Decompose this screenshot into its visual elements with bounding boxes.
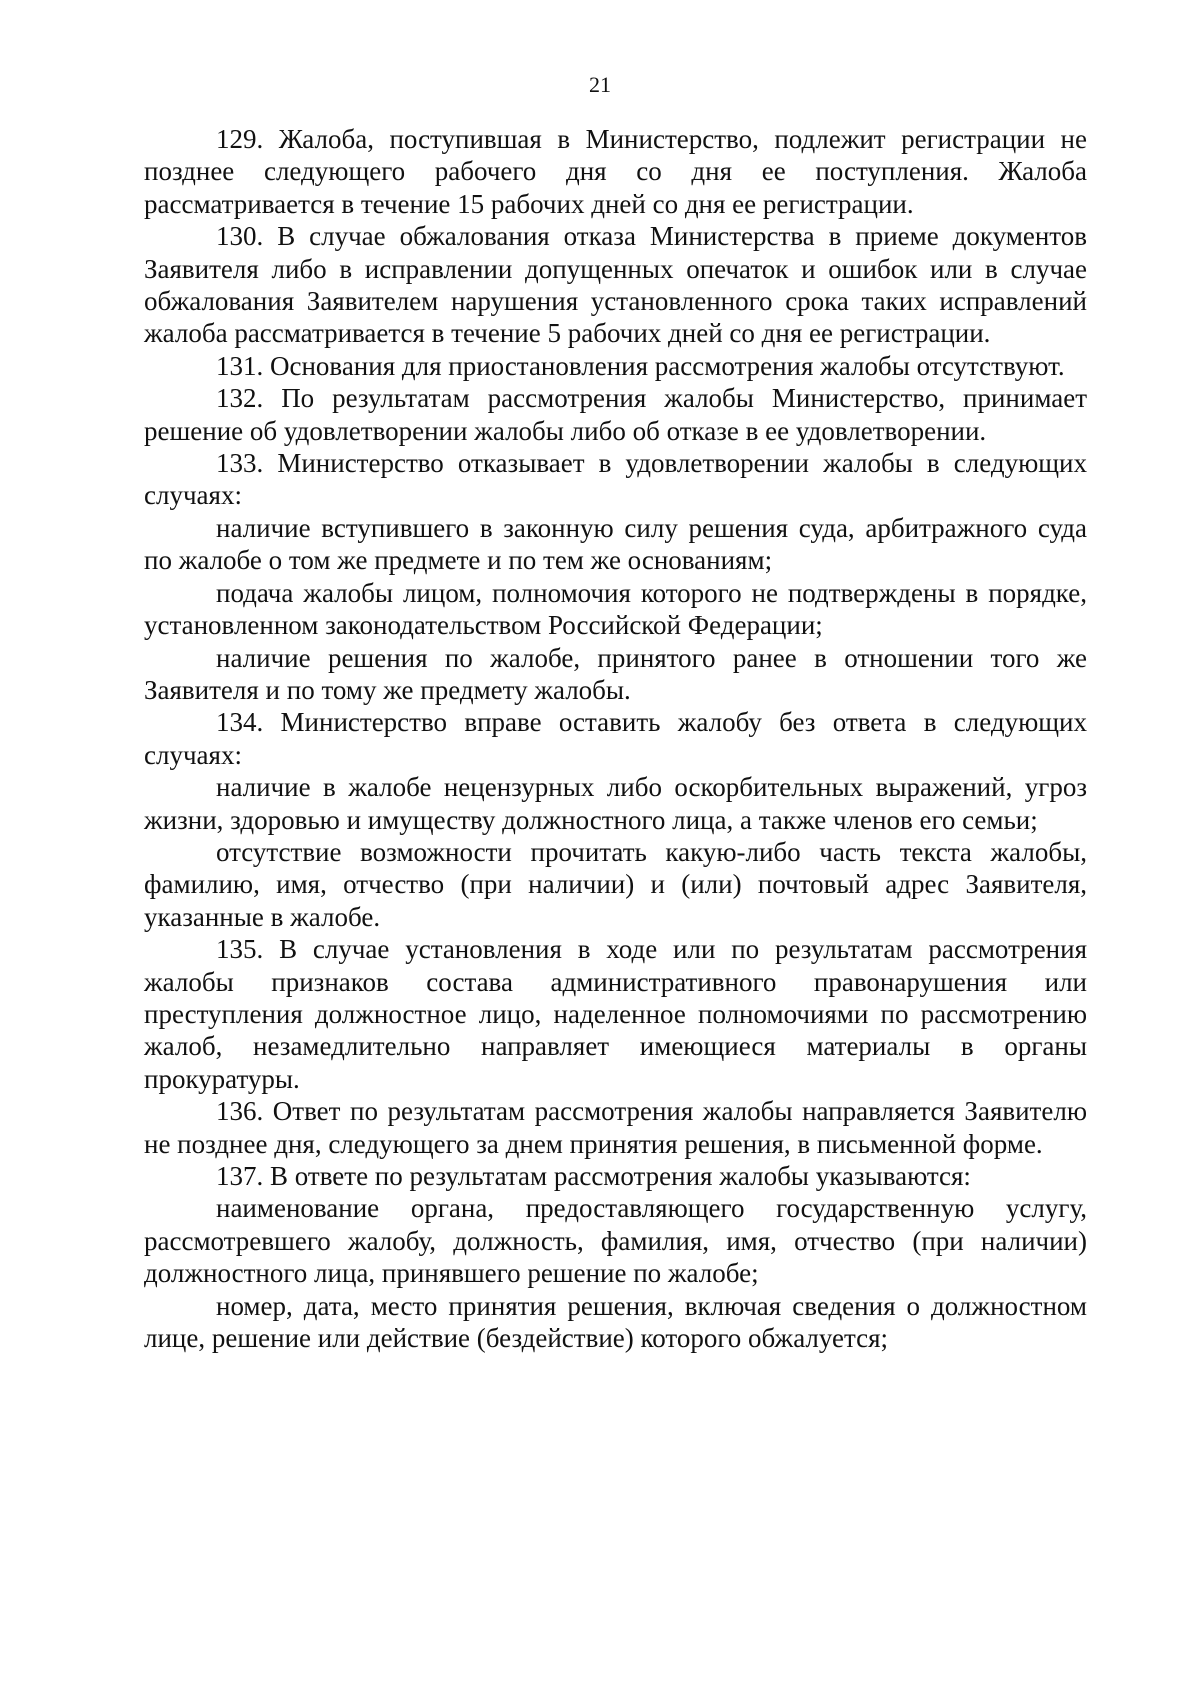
paragraph-133: 133. Министерство отказывает в удовлетворении жалобы в следующих случаях: [144,448,1087,511]
paragraph-129: 129. Жалоба, поступившая в Министерство, подлежит регистрации не позднее следующего рабочего дня со дня ее поступления. Жалоба рассматривается в течение 15 рабочих дней со дня ее регистрации. [144,124,1087,219]
paragraph-135: 135. В случае установления в ходе или по результатам рассмотрения жалобы признаков состава административного правонарушения или преступления должностное лицо, наделенное полномочиями по рассмотрению жалоб, незамедлительно направляет имеющиеся материалы в органы прокуратуры. [144,934,1087,1094]
list-item-134-1: наличие в жалобе нецензурных либо оскорбительных выражений, угроз жизни, здоровью и имуществу должностного лица, а также членов его семьи; [144,772,1087,835]
list-item-133-2: подача жалобы лицом, полномочия которого не подтверждены в порядке, установленном законодательством Российской Федерации; [144,577,1087,641]
list-item-134-2: отсутствие возможности прочитать какую-либо часть текста жалобы, фамилию, имя, отчество (при наличии) и (или) почтовый адрес Заявителя, указанные в жалобе. [144,836,1087,932]
page-number: 21 [589,72,611,97]
paragraph-132: 132. По результатам рассмотрения жалобы Министерство, принимает решение об удовлетворении жалобы либо об отказе в ее удовлетворении. [144,383,1087,446]
list-item-137-2: номер, дата, место принятия решения, включая сведения о должностном лице, решение или действие (бездействие) которого обжалуется; [144,1290,1087,1354]
paragraph-130: 130. В случае обжалования отказа Министерства в приеме документов Заявителя либо в исправлении допущенных опечаток и ошибок или в случае обжалования Заявителем нарушения установленного срока таких исправлений жалоба рассматривается в течение 5 рабочих дней со дня ее регистрации. [144,221,1087,349]
paragraph-134: 134. Министерство вправе оставить жалобу без ответа в следующих случаях: [144,707,1087,770]
list-item-133-1: наличие вступившего в законную силу решения суда, арбитражного суда по жалобе о том же предмете и по тем же основаниям; [144,512,1087,576]
list-item-133-3: наличие решения по жалобе, принятого ранее в отношении того же Заявителя и по тому же предмету жалобы. [144,642,1087,705]
document-body [144,123,1087,1354]
paragraph-137: 137. В ответе по результатам рассмотрения жалобы указываются: [216,1161,971,1191]
paragraph-136: 136. Ответ по результатам рассмотрения жалобы направляется Заявителю не позднее дня, следующего за днем принятия решения, в письменной форме. [144,1096,1087,1159]
paragraph-131: 131. Основания для приостановления рассмотрения жалобы отсутствуют. [216,350,1065,381]
list-item-137-1: наименование органа, предоставляющего государственную услугу, рассмотревшего жалобу, должность, фамилия, имя, отчество (при наличии) должностного лица, принявшего решение по жалобе; [144,1193,1087,1289]
